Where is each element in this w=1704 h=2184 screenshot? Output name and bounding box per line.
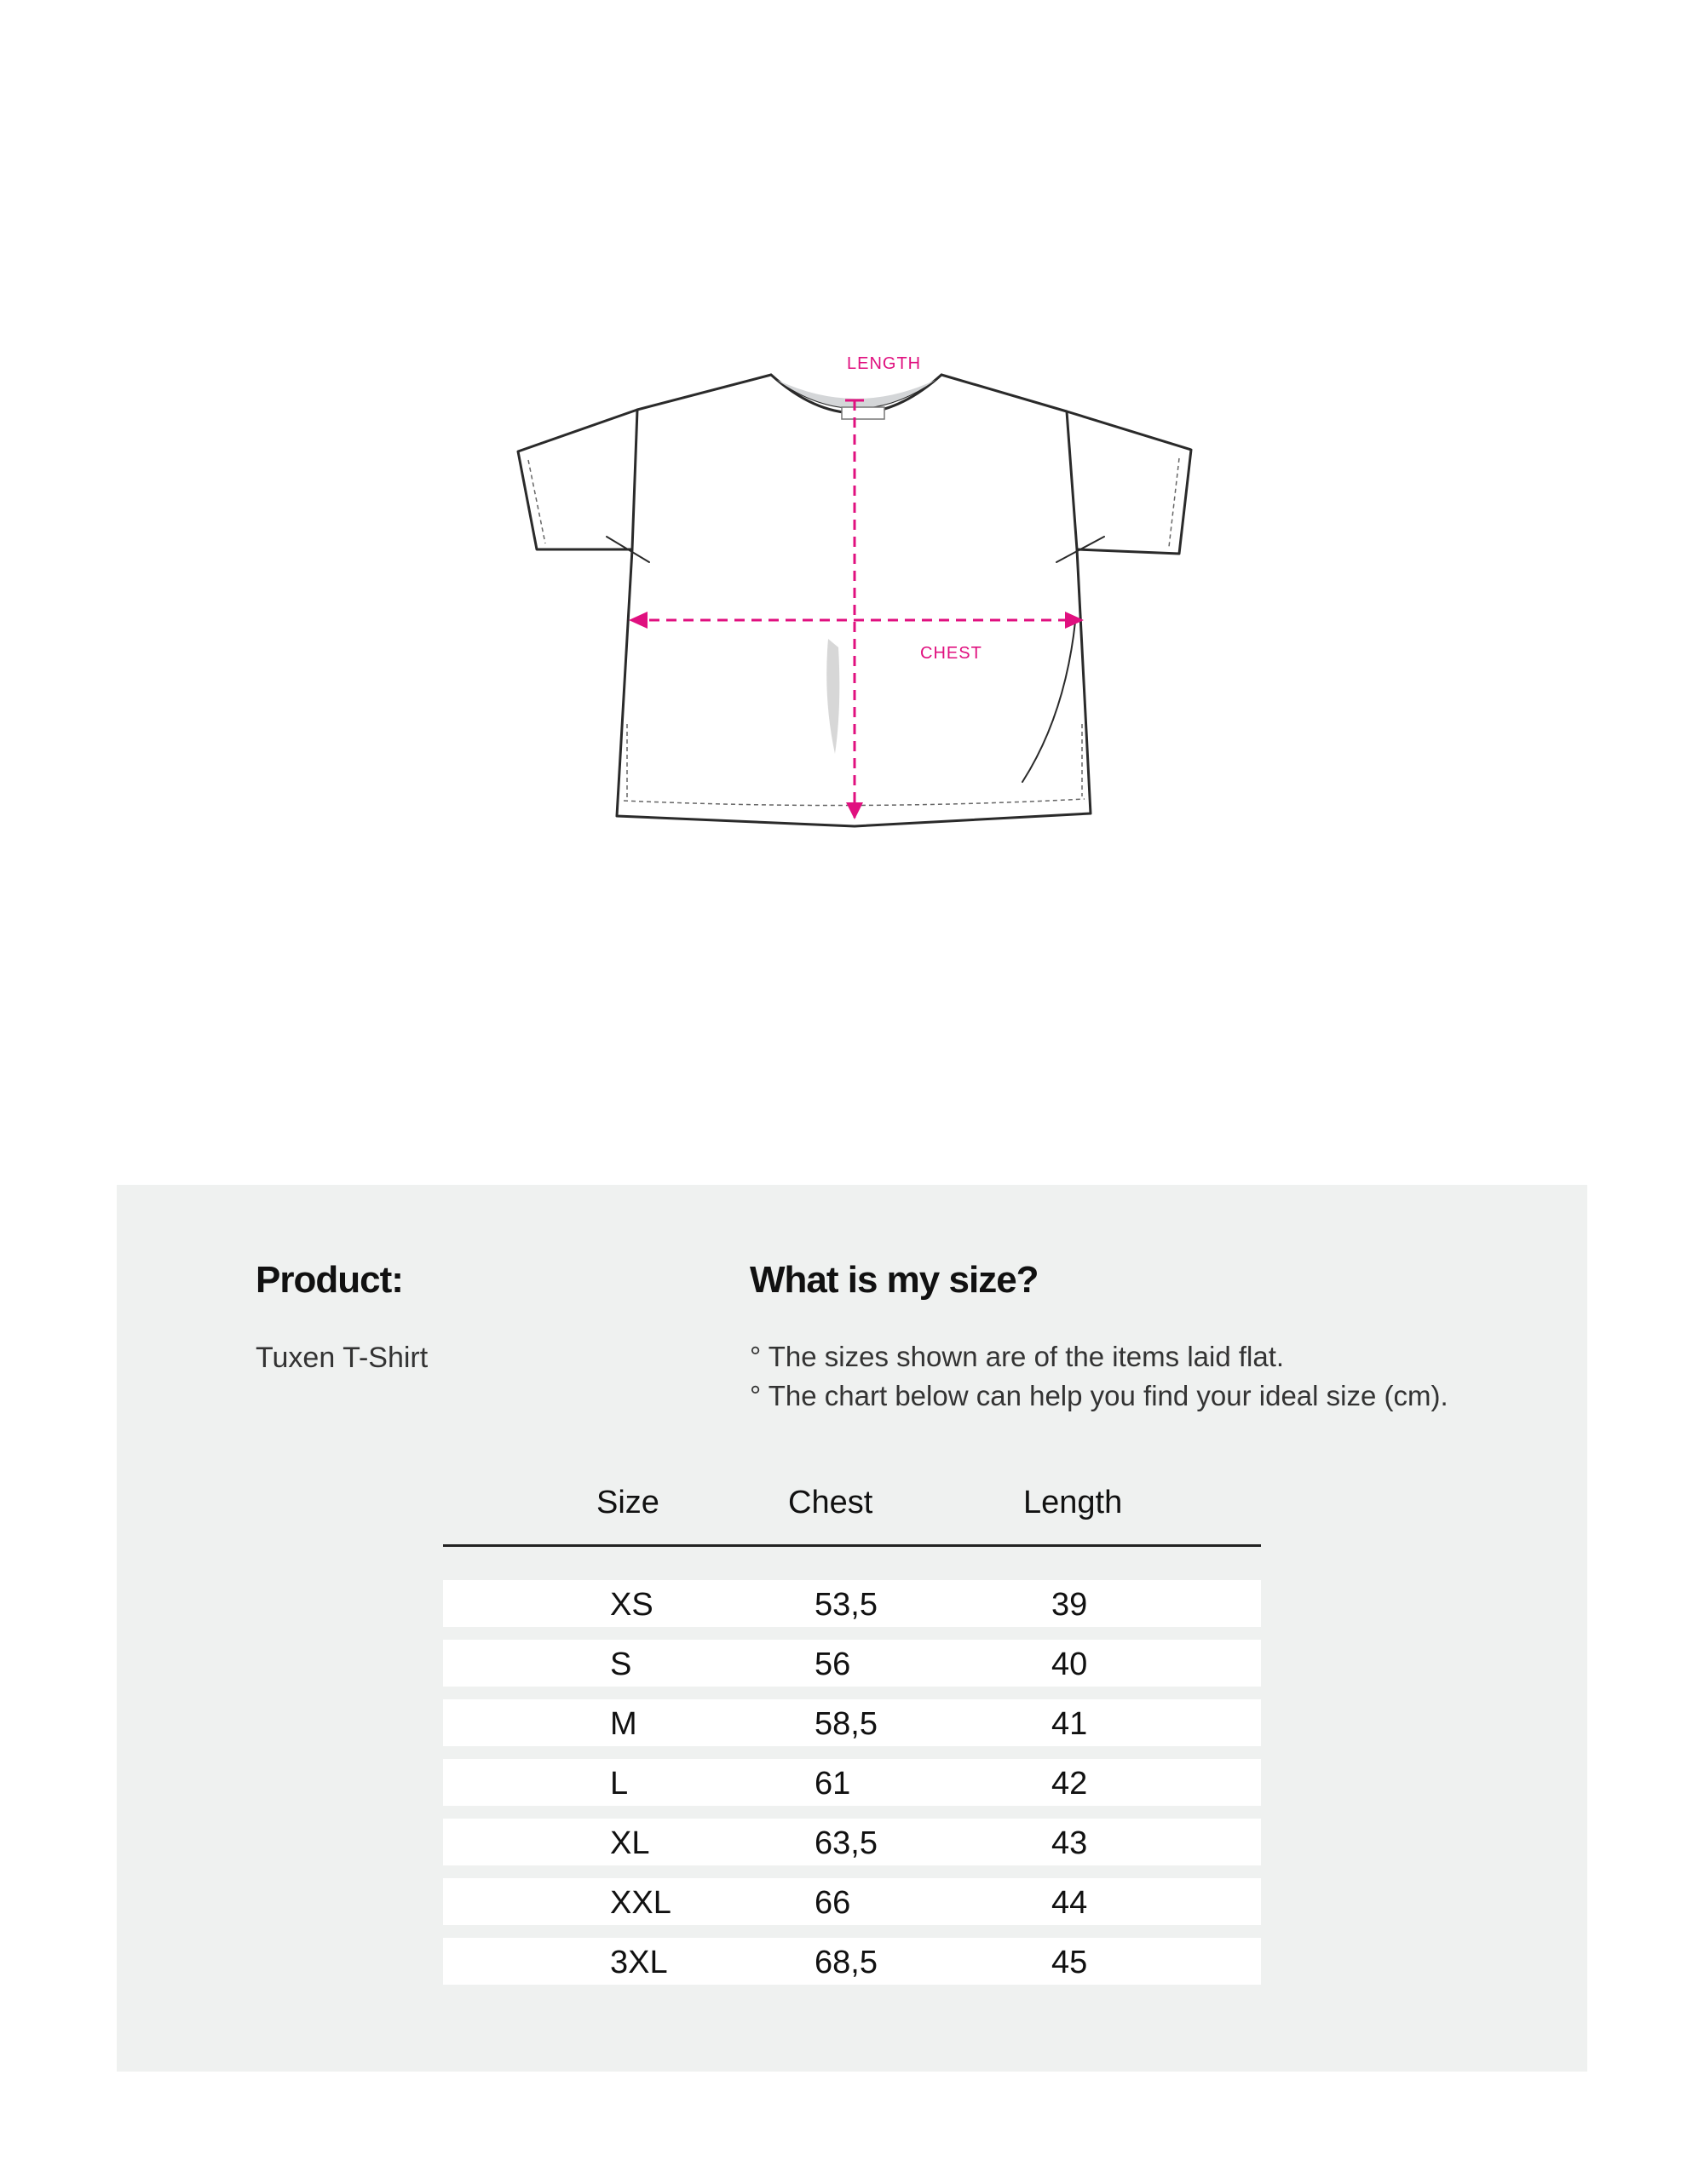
table-row [443,1759,1261,1806]
column-header-chest: Chest [788,1485,873,1520]
neck-label [842,407,884,419]
cell-chest: 56 [815,1647,851,1682]
left-sleeve-stitching [528,460,545,543]
cell-size: M [610,1706,637,1742]
chest-label: CHEST [920,644,982,663]
cell-size: XS [610,1587,653,1623]
header-divider [443,1544,1261,1547]
center-fold-shading [826,639,839,754]
cell-size: XL [610,1825,650,1861]
table-row [443,1699,1261,1746]
table-row [443,1878,1261,1925]
cell-length: 42 [1051,1766,1088,1802]
cell-size: S [610,1647,632,1682]
cell-chest: 61 [815,1766,851,1802]
cell-size: 3XL [610,1945,668,1980]
cell-length: 40 [1051,1647,1088,1682]
cell-chest: 58,5 [815,1706,878,1742]
right-sleeve-outline [1067,411,1191,554]
cell-size: XXL [610,1885,671,1921]
cell-length: 43 [1051,1825,1088,1861]
length-label: LENGTH [847,354,922,373]
table-row [443,1819,1261,1865]
table-row [443,1580,1261,1627]
table-row [443,1938,1261,1985]
left-sleeve-outline [518,410,637,549]
column-header-length: Length [1023,1485,1123,1520]
product-name: Tuxen T-Shirt [256,1342,429,1374]
cell-chest: 53,5 [815,1587,878,1623]
cell-length: 39 [1051,1587,1088,1623]
collar-shading [777,380,935,408]
size-guide-heading: What is my size? [750,1259,1039,1301]
chest-arrow-left [629,612,648,629]
t-shirt-illustration [494,341,1218,852]
cell-chest: 66 [815,1885,851,1921]
table-row [443,1640,1261,1687]
product-heading: Product: [256,1259,403,1301]
size-note: ° The sizes shown are of the items laid flat. [750,1341,1285,1372]
size-note: ° The chart below can help you find your ideal size (cm). [750,1380,1448,1411]
right-sleeve-stitching [1169,458,1179,547]
column-header-size: Size [596,1485,659,1520]
cell-chest: 63,5 [815,1825,878,1861]
cell-chest: 68,5 [815,1945,878,1980]
cell-size: L [610,1766,629,1802]
cell-length: 45 [1051,1945,1088,1980]
cell-length: 44 [1051,1885,1088,1921]
cell-length: 41 [1051,1706,1088,1742]
right-side-slit [1022,622,1075,782]
length-arrow-head [846,802,863,819]
